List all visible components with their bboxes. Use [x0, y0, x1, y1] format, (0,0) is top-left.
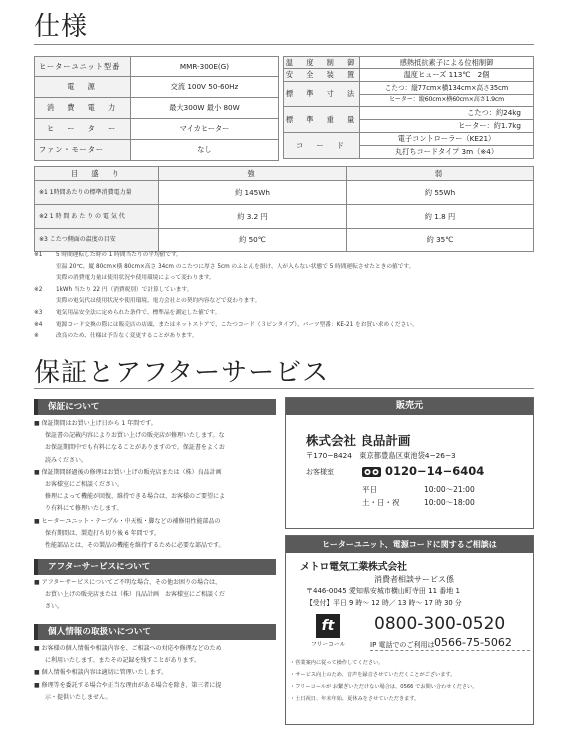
spec-label: ファン・モーター	[35, 140, 131, 161]
spec-row	[284, 133, 534, 146]
seller-hours-day: 平日	[362, 485, 377, 494]
spec-row	[35, 119, 279, 140]
scale-label: ※1 1時間あたりの標準消費電力量	[35, 181, 159, 205]
spec-label: 標 準 重 量	[284, 107, 360, 133]
scale-header: 強	[159, 167, 347, 181]
after-service-line: お買い上げの販売店または（株）良品計画 お客様室にご相談くだ	[45, 591, 226, 599]
seller-company: 株式会社 良品計画	[306, 433, 411, 448]
free-dial-icon	[362, 467, 381, 477]
freecall-number[interactable]: 0800-300-0520	[374, 614, 506, 634]
note-line: ※4 電源コード交換の際には販売店の店頭、またはネットストアで、こたつコード（３ピンタイプ）、パーツ型番：KE-21 をお買い求めください。	[34, 321, 418, 328]
scale-header: 目 盛 り	[35, 167, 159, 181]
scale-row	[35, 205, 534, 229]
note-line: 実際の電気代は使用状況や使用環境、電力会社との契約内容などで変わります。	[56, 298, 261, 305]
warranty-line: ■ 保証期間経過後の修理はお買い上げの販売店または（株）良品計画	[34, 468, 222, 476]
scale-weak: 約 55Wh	[347, 181, 534, 205]
privacy-line: ■ お客様の個人情報や相談内容を、ご相談への対応や修理などのため	[34, 645, 222, 652]
warranty-line: 保証書の記載内容によりお買い上げの販売店が修理いたします。な	[45, 432, 225, 440]
maker-notes	[290, 657, 530, 705]
spec-label: 標 準 寸 法	[284, 82, 360, 107]
warranty-line: 保有期間は、製造打ち切り後 6 年間です。	[45, 529, 161, 537]
seller-address: 〒170−8424 東京都豊島区東池袋4−26−3	[306, 451, 456, 460]
spec-notes	[34, 250, 534, 343]
spec-label: 安 全 装 置	[284, 69, 360, 82]
privacy-heading: 個人情報の取扱いについて	[34, 624, 276, 640]
scale-table	[34, 166, 534, 252]
maker-note: ・フリーコールが お繋ぎいただけない場合は、0566 でお問い合わせください。	[290, 684, 478, 690]
spec-label: ヒ ー タ ー	[35, 119, 131, 140]
maker-logo: メトロ電気工業株式会社	[300, 562, 407, 573]
scale-strong: 約 3.2 円	[159, 205, 347, 229]
scale-header: 弱	[347, 167, 534, 181]
warranty-line: 修理によって機能が回復、維持できる場合は、お客様のご要望によ	[45, 493, 226, 501]
spec-right-table	[283, 56, 534, 159]
scale-header-row	[35, 167, 534, 181]
warranty-line: ■ ヒーターユニット・テーブル・中天板・脚などの補修用性能部品の	[34, 517, 221, 525]
privacy-line: 示・提供いたしません。	[45, 693, 112, 701]
maker-box	[285, 535, 534, 725]
spec-row	[284, 107, 534, 120]
warranty-line: 読みください。	[45, 456, 88, 464]
spec-value: 丸打ちコードタイプ 3m（※4）	[360, 146, 534, 159]
ip-phone[interactable]: 0566-75-5062	[434, 636, 512, 649]
spec-label: ヒーターユニット型番	[35, 57, 131, 77]
spec-value: こたつ：縦77cm×横134cm×高さ35cm	[360, 82, 534, 95]
spec-value: 温度ヒューズ 113℃ 2個	[360, 69, 534, 82]
maker-heading: ヒーターユニット、電源コードに関するご相談は	[286, 536, 533, 553]
spec-row	[284, 82, 534, 95]
spec-value: 最大300W 最小 80W	[131, 98, 279, 119]
spec-left-table	[34, 56, 279, 161]
note-line: ※3 電気用品安全法に定められた条件で、標準品を測定した値です。	[34, 309, 221, 316]
privacy-line: ■ 個人情報や相談内容は適切に管理いたします。	[34, 669, 168, 677]
warranty-line: お保証期間中でも有料になることがありますので、保証書をよくお	[45, 444, 225, 452]
scale-strong: 約 145Wh	[159, 181, 347, 205]
spec-row	[35, 77, 279, 98]
seller-hours-time: 10:00〜18:00	[424, 498, 475, 507]
maker-note: ・サービス向上のため、音声を録音させていただくことがございます。	[290, 672, 456, 678]
spec-label: 電 源	[35, 77, 131, 98]
warranty-heading: 保証について	[34, 399, 276, 415]
scale-row	[35, 229, 534, 252]
freecall-logo-icon: ft	[316, 614, 340, 638]
note-line: 実際の消費電力量は使用状況や使用環境によって変わります。	[56, 275, 215, 282]
maker-hours: 【受付】平日 9 時〜 12 時／ 13 時〜 17 時 30 分	[306, 599, 462, 607]
scale-strong: 約 50℃	[159, 229, 347, 252]
maker-note: ・営業案内に従って操作してください。	[290, 660, 384, 666]
note-line: ※2 1kWh 当たり 22 円（消費税別）で計算しています。	[34, 286, 193, 293]
maker-address: 〒446-0045 愛知県安城市横山町寺田 11 番地 1	[306, 587, 460, 595]
spec-row	[284, 69, 534, 82]
freecall-label: フリーコール	[311, 642, 346, 648]
ip-label: IP 電話でのご利用は	[370, 641, 435, 649]
after-service-text	[34, 577, 284, 614]
maker-note: ・土日祝日、年末年始、夏休みをさせていただきます。	[290, 696, 420, 702]
warranty-line: り有料にて修理いたします。	[45, 505, 123, 513]
maker-divider	[370, 650, 530, 651]
seller-phone[interactable]: 0120−14−6404	[385, 464, 485, 478]
note-line: ※ 改良のため、仕様は予告なく変更することがあります。	[34, 333, 198, 340]
spec-value: こたつ：約24kg	[360, 107, 534, 120]
after-service-line: さい。	[45, 603, 64, 611]
service-title-rule	[34, 388, 534, 389]
warranty-line: ■ 保証期間はお買い上げ日から 1 年間です。	[34, 420, 157, 427]
spec-value: ヒーター：縦60cm×横60cm×高さ1.9cm	[360, 95, 534, 107]
seller-room: お客様室	[306, 468, 334, 476]
spec-title-rule	[34, 44, 534, 45]
warranty-line: 性能部品とは、その製品の機能を維持するために必要な部品です。	[45, 542, 225, 550]
note-line: 室温 20℃、縦 80cm×横 80cm×高さ 34cm のこたつに厚さ 5cm のふとんを掛け、人が入らない状態で 5 時間運転させたときの値です。	[56, 263, 415, 270]
privacy-line: ■ 修理等を委託する場合や正当な理由がある場合を除き、第三者に提	[34, 681, 222, 689]
spec-row	[35, 140, 279, 161]
scale-row	[35, 181, 534, 205]
seller-heading: 販売元	[286, 398, 533, 415]
scale-weak: 約 35℃	[347, 229, 534, 252]
warranty-text	[34, 418, 284, 552]
warranty-line: お客様室にご相談ください。	[45, 481, 124, 489]
seller-hours-time: 10:00〜21:00	[424, 485, 475, 494]
seller-box	[285, 397, 534, 529]
spec-value: 感熱抵抗素子による位相制御	[360, 57, 534, 69]
spec-value: 交流 100V 50-60Hz	[131, 77, 279, 98]
after-service-heading: アフターサービスについて	[34, 559, 276, 575]
spec-value: MMR-300E(G)	[131, 57, 279, 77]
privacy-line: に利用いたします。またその記録を残すことがあります。	[45, 657, 201, 665]
spec-value: 電子コントローラー（KE21）	[360, 133, 534, 146]
note-line: ※1 5 時間運転した時の 1 時間当たりの平均値です。	[34, 252, 182, 258]
spec-value: ヒーター：約1.7kg	[360, 120, 534, 133]
after-service-line: ■ アフターサービスについてご不明な場合、その他お困りの場合は、	[34, 579, 222, 586]
spec-label: 温 度 制 御	[284, 57, 360, 69]
spec-value: なし	[131, 140, 279, 161]
spec-value: マイカヒーター	[131, 119, 279, 140]
spec-row	[284, 57, 534, 69]
spec-title: 仕様	[34, 12, 89, 42]
spec-row	[35, 57, 279, 77]
spec-row	[35, 98, 279, 119]
scale-weak: 約 1.8 円	[347, 205, 534, 229]
privacy-text	[34, 643, 284, 704]
seller-hours-day: 土・日・祝	[362, 498, 400, 507]
spec-label: コ ー ド	[284, 133, 360, 159]
maker-dept: 消費者相談サービス係	[374, 575, 454, 584]
scale-label: ※2 1 時 間 あ た り の 電 気 代	[35, 205, 159, 229]
scale-label: ※3 こたつ側面の温度の目安	[35, 229, 159, 252]
service-title: 保証とアフターサービス	[34, 358, 330, 388]
spec-label: 消 費 電 力	[35, 98, 131, 119]
